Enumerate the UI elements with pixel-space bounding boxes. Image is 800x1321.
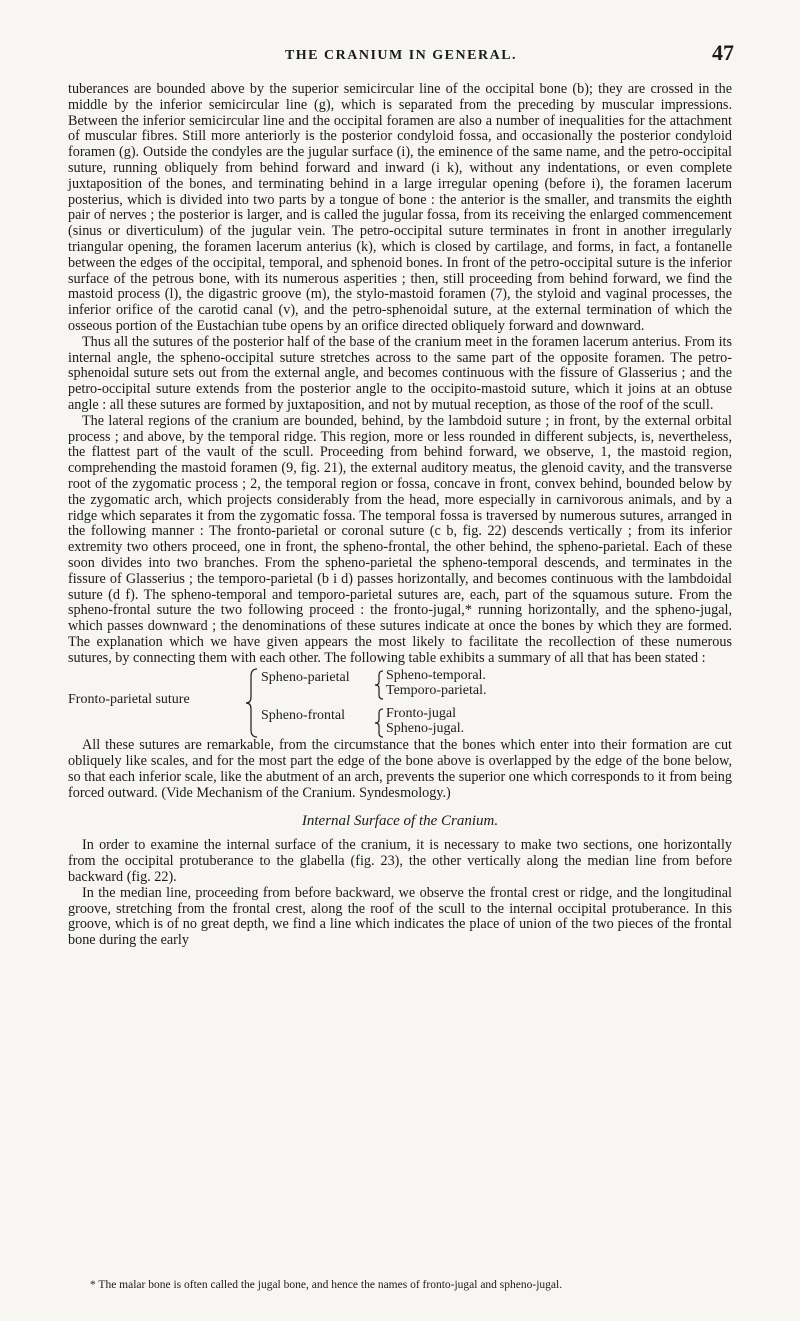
- suture-summary-table: [68, 668, 732, 738]
- summary-branch-label: Spheno-parietal: [261, 670, 350, 686]
- page-number: 47: [712, 40, 734, 65]
- section-heading: Internal Surface of the Cranium.: [301, 812, 499, 829]
- paragraph: tuberances are bounded above by the superior semicircular line of the occipital bone (b); they are crossed in the middle by the inferior semicircular line (g), which is separated from the preceding by muscular impressions. Between the inferior semicircular line and the occipital foramen are also a number of inequalities for the attachment of muscular fibres. Still more anteriorly is the posterior condyloid fossa, and occasionally the posterior condyloid foramen (g). Outside the condyles are the jugular surface (i), the eminence of the same name, and the petro-occipital suture, running obliquely from behind forward and inward (i k), without any indentations, or even complete juxtaposition of the bones, and terminating behind in a large irregular opening (before i), the foramen lacerum posterius, which is divided into two parts by a tongue of bone : the anterior is the smaller, and transmits the eighth pair of nerves ; the posterior is larger, and is called the jugular fossa, from its receiving the enlarged commencement (sinus or diverticulum) of the jugular vein. The petro-occipital suture terminates in front in another irregularly triangular opening, the foramen lacerum anterius (k), which is closed by cartilage, and forms, in fact, a fontanelle between the edges of the occipital, temporal, and sphenoid bones. In front of the petro-occipital suture is the inferior surface of the petrous bone, with its numerous asperities ; then, still proceeding from behind forward, we find the mastoid process (l), the digastric groove (m), the stylo-mastoid foramen (7), the styloid and vaginal processes, the inferior orifice of the carotid canal (v), and the petro-sphenoidal suture, at the external termination of which the osseous portion of the Eustachian tube opens by an orifice directed obliquely forward and downward.: [68, 81, 732, 334]
- paragraph: Thus all the sutures of the posterior half of the base of the cranium meet in the foramen lacerum anterius. From its internal angle, the spheno-occipital suture stretches across to the same part of the opposite foramen. The petro-sphenoidal suture sets out from the external angle, and becomes continuous with the fissure of Glasserius ; and the petro-occipital suture extends from the posterior angle to the occipito-mastoid suture, which it joins at an obtuse angle : all these sutures are formed by juxtaposition, and not by mutual reception, as those of the roof of the scull.: [68, 333, 732, 413]
- left-brace-icon: [374, 670, 384, 700]
- paragraph: The lateral regions of the cranium are bounded, behind, by the lambdoid suture ; in front, by the external orbital process ; and above, by the temporal ridge. This region, more or less rounded in different subjects, is, nevertheless, the flattest part of the vault of the scull. Proceeding from behind forward, we observe, 1, the mastoid region, comprehending the mastoid foramen (9, fig. 21), the external auditory meatus, the glenoid cavity, and the transverse root of the zygomatic process ; 2, the temporal region or fossa, concave in front, convex behind, bounded below by the zygomatic arch, which projects considerably from the head, more especially in carnivorous animals, and by a ridge which separates it from the zygomatic fossa. The temporal fossa is traversed by numerous sutures, arranged in the following manner : The fronto-parietal or coronal suture (c b, fig. 22) descends vertically ; from its inferior extremity two others proceed, one in front, the spheno-frontal, the other behind, the spheno-parietal. Each of these soon divides into two branches. From the spheno-parietal the spheno-temporal descends, and terminates in the fissure of Glasserius ; the temporo-parietal (b i d) passes horizontally, and becomes continuous with the lambdoidal suture (d f). The spheno-temporal and temporo-parietal sutures are, each, part of the squamous suture. From the spheno-frontal suture the two following proceed : the fronto-jugal,* running horizontally, and the spheno-jugal, which passes downward ; the denominations of these sutures indicate at once the bones by which they are formed. The explanation which we have given appears the most likely to facilitate the recollection of these numerous sutures, by connecting them with each other. The following table exhibits a summary of all that has been stated :: [68, 412, 732, 666]
- left-brace-icon: [374, 708, 384, 738]
- summary-root-label: Fronto-parietal suture: [68, 692, 190, 708]
- summary-sub-label: Fronto-jugal: [386, 706, 456, 722]
- summary-sub-label: Temporo-parietal.: [386, 683, 487, 699]
- paragraph: In the median line, proceeding from before backward, we observe the frontal crest or ridge, and the longitudinal groove, stretching from the frontal crest, along the roof of the scull to the internal occipital protuberance. In this groove, which is of no great depth, we find a line which indicates the place of union of the two pieces of the frontal bone during the early: [68, 884, 732, 949]
- left-brace-icon: [245, 668, 259, 738]
- summary-sub-label: Spheno-temporal.: [386, 668, 486, 684]
- page-header: [68, 38, 734, 68]
- summary-sub-label: Spheno-jugal.: [386, 721, 465, 737]
- paragraph: All these sutures are remarkable, from the circumstance that the bones which enter into their formation are cut obliquely like scales, and for the most part the edge of the bone above is overlapped by the edge of the bone below, so that each inferior scale, like the abutment of an arch, prevents the superior one which corresponds to it from being forced outward. (Vide Mechanism of the Cranium. Syndesmology.): [68, 737, 732, 801]
- summary-branch-label: Spheno-frontal: [261, 708, 345, 724]
- running-title: THE CRANIUM IN GENERAL.: [284, 48, 518, 63]
- page-body: [68, 82, 732, 949]
- footnote: * The malar bone is often called the jugal bone, and hence the names of fronto-jugal and spheno-jugal.: [90, 1279, 563, 1291]
- paragraph: In order to examine the internal surface of the cranium, it is necessary to make two sections, one horizontally from the occipital protuberance to the glabella (fig. 23), the other vertically along the median line from before backward (fig. 22).: [68, 837, 732, 886]
